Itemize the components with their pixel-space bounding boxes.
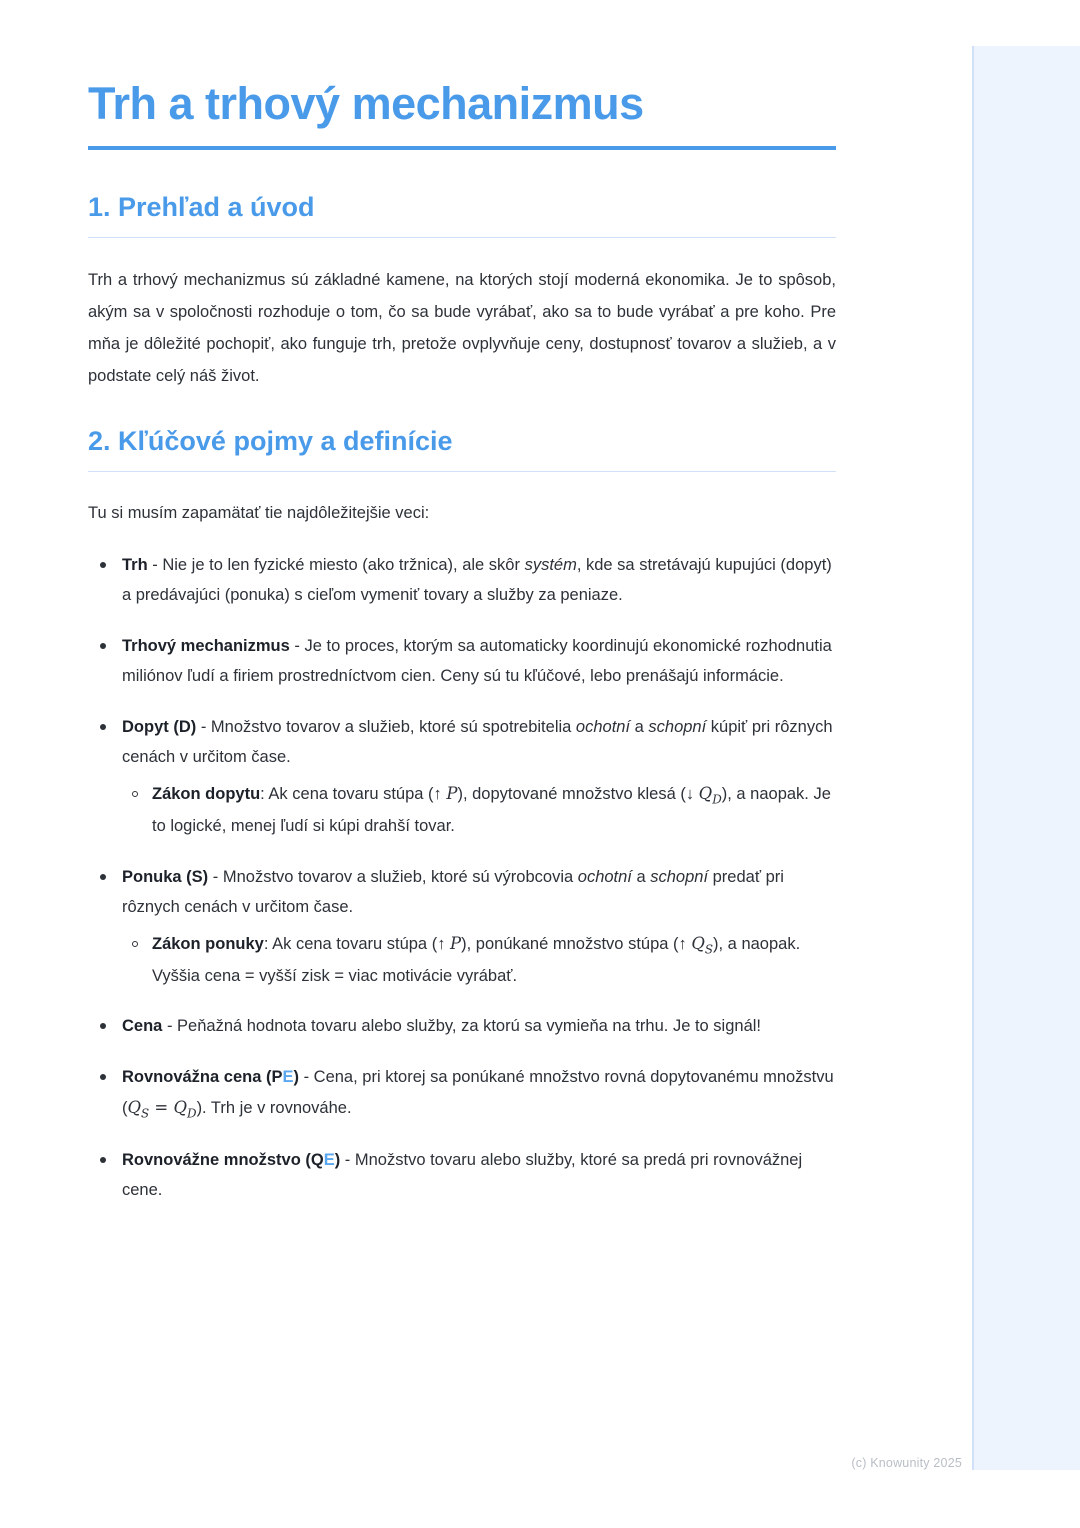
list-item [88,631,836,692]
math-var-qs-sub: S [141,1105,150,1120]
term-emphasis-2: schopní [648,717,707,736]
terms-lead-text: Tu si musím zapamätať tie najdôležitejšie veci: [88,504,430,523]
list-item [88,862,836,992]
term-text: Peňažná hodnota tovaru alebo služby, za ktorú sa vymieňa na trhu. Je to signál! [177,1017,761,1036]
section-divider-terms [88,471,836,472]
section-heading-terms: 2. Kľúčové pojmy a definície [88,426,453,457]
term-text-after: kúpiť pri rôznych cenách v určitom čase. [122,717,833,767]
term-text: Je to proces, ktorým sa automaticky koordinujú ekonomické rozhodnutia miliónov ľudí a firiem prostredníctvom cien. Ceny sú tu kľúčové, lebo prenášajú informácie. [122,636,832,686]
term-label [122,1151,340,1169]
math-var-p: P [446,783,458,803]
term-dash: - [340,1150,355,1169]
sub-list [122,929,836,992]
term-dash: - [147,555,163,574]
term-text-mid: a [630,717,649,736]
term-label-part2: ) [293,1067,299,1086]
math-var-q-sub: D [712,792,722,807]
law-label: Zákon ponuky [152,934,264,953]
list-item [88,1062,836,1125]
term-label: Trh [122,555,148,574]
term-text: Nie je to len fyzické miesto (ako tržnica), ale skôr [162,555,525,574]
term-dash: - [196,717,211,736]
section-heading-overview: 1. Prehľad a úvod [88,191,315,222]
term-text: Množstvo tovaru alebo služby, ktoré sa predá pri rovnovážnej cene. [122,1150,803,1200]
term-label: Ponuka (S) [122,867,209,886]
sub-list-item [122,779,836,842]
term-emphasis: ochotní [577,867,632,886]
list-item [88,712,836,842]
title-divider [88,146,836,150]
term-text: Cena, pri ktorej sa ponúkané množstvo rovná dopytovanému množstvu ( [122,1067,834,1117]
term-text-2: ). Trh je v rovnováhe. [196,1098,352,1117]
sub-list [122,779,836,842]
term-label [122,1068,299,1086]
sub-list-item [122,929,836,992]
page-title: Trh a trhový mechanizmus [88,78,644,129]
term-label-part1: Rovnovážna cena (P [122,1067,283,1086]
term-dash: - [162,1017,178,1036]
law-text-2: ), ponúkané množstvo stúpa (↑ [461,934,692,953]
term-dash: - [298,1067,314,1086]
list-item [88,550,836,611]
document-content [88,78,836,1226]
overview-paragraph: Trh a trhový mechanizmus sú základné kamene, na ktorých stojí moderná ekonomika. Je to spôsob, akým sa v spoločnosti rozhoduje o tom, čo sa bude vyrábať, ako sa to bude vyrábať a pre koho. Pre mňa je dôležité pochopiť, ako funguje trh, pretože ovplyvňuje ceny, dostupnosť tovarov a služieb, a v podstate celý náš život. [88,270,836,386]
footer-copyright: (c) Knowunity 2025 [851,1456,962,1470]
math-var-qs: Q [127,1097,142,1117]
math-var-q-sub: S [704,941,714,956]
term-emphasis: systém [524,555,577,574]
law-text-2: ), dopytované množstvo klesá (↓ [457,784,699,803]
section-divider-overview [88,237,836,238]
law-text-3: ), a naopak. Vyššia cena = vyšší zisk = viac motivácie vyrábať. [152,934,801,985]
term-emphasis: ochotní [575,717,631,736]
term-text: Množstvo tovarov a služieb, ktoré sú výrobcovia [222,867,578,886]
math-var-qd-sub: D [187,1105,197,1120]
term-label: Cena [122,1017,163,1036]
term-label-accent: E [282,1067,294,1086]
math-var-q: Q [698,783,713,803]
term-text: Množstvo tovarov a služieb, ktoré sú spotrebitelia [210,717,576,736]
term-label-part1: Rovnovážne množstvo (Q [122,1150,324,1169]
term-label-accent: E [323,1150,335,1169]
term-emphasis-2: schopní [650,867,709,886]
term-dash: - [208,867,223,886]
law-text-1: : Ak cena tovaru stúpa (↑ [263,934,451,953]
list-item [88,1145,836,1206]
math-operator: = [149,1097,174,1117]
math-var-qd: Q [173,1097,188,1117]
math-var-q: Q [691,933,705,953]
law-text-1: : Ak cena tovaru stúpa (↑ [260,784,447,803]
terms-list [88,550,836,1206]
right-margin-strip [972,46,1080,1470]
term-text-mid: a [631,867,651,886]
term-dash: - [289,636,305,655]
term-label: Dopyt (D) [122,717,197,736]
law-label: Zákon dopytu [152,784,261,803]
law-text-3: ), a naopak. Je to logické, menej ľudí si kúpi drahší tovar. [152,784,831,836]
term-label: Trhový mechanizmus [122,636,290,655]
term-text-after: predať pri rôznych cenách v určitom čase. [122,867,784,917]
term-label-part2: ) [334,1150,341,1169]
list-item [88,1011,836,1042]
term-text-cont: , kde sa stretávajú kupujúci (dopyt) a predávajúci (ponuka) s cieľom vymeniť tovary a služby za peniaze. [122,555,832,605]
math-var-p: P [450,933,462,953]
